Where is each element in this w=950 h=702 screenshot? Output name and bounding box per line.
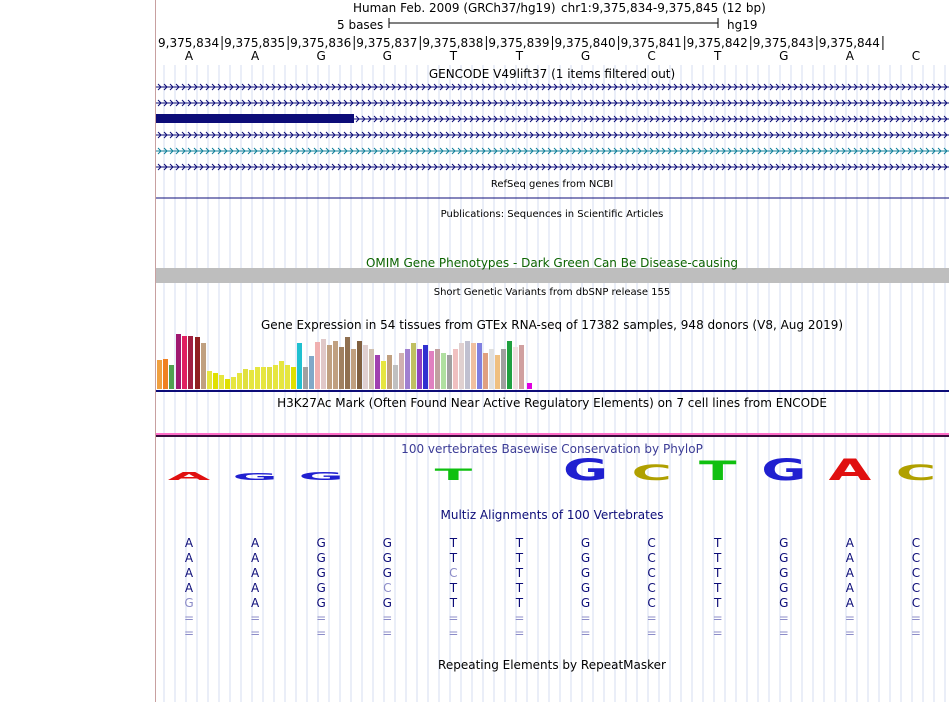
ruler-base: G (779, 49, 789, 63)
gtex-tissue-bar (169, 365, 174, 389)
gtex-tissue-bar (447, 355, 452, 389)
gtex-tissue-bar (255, 367, 260, 389)
gtex-tissue-bar (291, 367, 296, 389)
alignment-base: T (515, 536, 524, 550)
alignment-base: G (382, 551, 392, 565)
ruler-position-label: 9,375,834 (158, 36, 220, 50)
gtex-tissue-bar (201, 343, 206, 389)
gtex-tissue-bar (513, 347, 518, 389)
alignment-base: = (712, 626, 723, 640)
alignment-base: G (580, 566, 591, 580)
ruler-position-label: 9,375,840 (554, 36, 616, 50)
ruler-base: G (580, 49, 591, 63)
gtex-tissue-bar (163, 359, 168, 389)
alignment-base: = (448, 626, 459, 640)
alignment-base: = (514, 611, 525, 625)
alignment-base: = (514, 626, 525, 640)
alignment-base: A (251, 536, 260, 550)
conservation-logo-letter: G (761, 453, 807, 488)
alignment-base: = (184, 611, 195, 625)
gtex-tissue-bar (303, 367, 308, 389)
gtex-tissue-bar (237, 373, 242, 389)
ruler-position-label: 9,375,844 (818, 36, 880, 50)
alignment-base: C (911, 566, 921, 580)
alignment-base: C (911, 581, 921, 595)
alignment-base: G (779, 581, 789, 595)
gtex-tissue-bar (182, 336, 187, 389)
alignment-base: T (515, 596, 524, 610)
alignment-base: T (714, 581, 722, 595)
alignment-base: G (580, 596, 591, 610)
gtex-tissue-bar (417, 349, 422, 389)
ruler-base: C (911, 49, 921, 63)
gtex-tissue-bar (527, 383, 532, 389)
alignment-base: C (911, 536, 921, 550)
gtex-tissue-bar (339, 347, 344, 389)
gtex-tissue-bar (351, 349, 356, 389)
alignment-base: = (382, 626, 393, 640)
alignment-base: T (449, 596, 458, 610)
gtex-tissue-bar (471, 343, 476, 389)
alignment-base: C (647, 566, 656, 580)
alignment-base: T (449, 581, 458, 595)
alignment-base: = (844, 626, 855, 640)
conservation-logo-letter: T (434, 464, 473, 484)
alignment-base: G (316, 551, 326, 565)
alignment-base: T (714, 536, 722, 550)
ruler-base: T (714, 49, 722, 63)
gtex-tissue-bar (435, 349, 440, 389)
alignment-base: A (184, 551, 194, 565)
alignment-base: A (184, 536, 194, 550)
alignment-base: G (580, 581, 591, 595)
alignment-base: G (382, 596, 392, 610)
gtex-tissue-bar (393, 365, 398, 389)
ruler-position-label: 9,375,835 (224, 36, 286, 50)
ruler-position-label: 9,375,842 (686, 36, 748, 50)
alignment-base: = (316, 611, 327, 625)
alignment-base: G (779, 596, 789, 610)
ruler-position-label: 9,375,837 (356, 36, 418, 50)
alignment-base: = (646, 626, 657, 640)
ruler-position-label: 9,375,836 (290, 36, 352, 50)
refseq-track-title[interactable]: RefSeq genes from NCBI (490, 179, 614, 190)
alignment-base: C (647, 581, 656, 595)
gencode-exon-block (156, 114, 354, 123)
conservation-logo-letter: T (698, 455, 737, 487)
gtex-tissue-bar (315, 342, 320, 389)
conservation-logo-letter: A (167, 470, 211, 483)
gtex-tissue-bar (459, 343, 464, 389)
alignment-base: A (251, 551, 260, 565)
alignment-base: C (647, 596, 656, 610)
gtex-tissue-bar (333, 341, 338, 389)
gtex-tissue-bar (327, 345, 332, 389)
ruler-base: A (845, 49, 854, 63)
omim-track-title[interactable]: OMIM Gene Phenotypes - Dark Green Can Be Disease-causing (365, 256, 739, 270)
alignment-base: G (316, 581, 326, 595)
scale-text: 5 bases (337, 18, 384, 32)
gtex-tissue-bar (207, 371, 212, 389)
alignment-base: C (911, 551, 921, 565)
conservation-logo-letter: G (232, 471, 278, 483)
gtex-tissue-bar (441, 353, 446, 389)
h3k27ac-signal (156, 435, 949, 437)
alignment-base: A (845, 536, 854, 550)
gtex-tissue-bar (483, 353, 488, 389)
alignment-base: T (515, 551, 524, 565)
ruler-base: A (251, 49, 260, 63)
repeatmasker-track-title[interactable]: Repeating Elements by RepeatMasker (438, 658, 666, 672)
ruler-position-label: 9,375,839 (488, 36, 550, 50)
gtex-tissue-bar (279, 361, 284, 389)
gtex-tissue-bar (261, 367, 266, 389)
alignment-base: = (184, 626, 195, 640)
conservation-logo-letter: C (895, 460, 937, 486)
alignment-base: = (316, 626, 327, 640)
alignment-base: G (580, 536, 591, 550)
gtex-tissue-bar (507, 341, 512, 389)
ruler-base: A (184, 49, 194, 63)
publications-track-title[interactable]: Publications: Sequences in Scientific Articles (440, 209, 664, 220)
alignment-base: A (251, 581, 260, 595)
alignment-base: = (712, 611, 723, 625)
gtex-tissue-bar (297, 343, 302, 389)
alignment-base: A (845, 551, 854, 565)
gtex-tissue-bar (285, 365, 290, 389)
omim-bar (156, 268, 949, 283)
alignment-base: = (910, 611, 921, 625)
alignment-base: T (449, 536, 458, 550)
alignment-base: G (779, 566, 789, 580)
gtex-track-title[interactable]: Gene Expression in 54 tissues from GTEx RNA-seq of 17382 samples, 948 donors (V8, Aug 2019) (260, 318, 844, 332)
alignment-base: G (316, 596, 326, 610)
alignment-base: = (382, 611, 393, 625)
gencode-track-title[interactable]: GENCODE V49lift37 (1 items filtered out) (428, 67, 676, 81)
ruler-base: G (316, 49, 326, 63)
alignment-base: = (646, 611, 657, 625)
alignment-base: = (448, 611, 459, 625)
gtex-tissue-bar (243, 369, 248, 389)
alignment-base: A (845, 566, 854, 580)
alignment-base: T (515, 581, 524, 595)
alignment-base: C (647, 536, 656, 550)
gtex-tissue-bar (249, 370, 254, 389)
ruler-position-label: 9,375,841 (620, 36, 682, 50)
gtex-tissue-bar (495, 355, 500, 389)
gtex-tissue-bar (213, 373, 218, 389)
ruler-base: T (449, 49, 458, 63)
dbsnp-track-title[interactable]: Short Genetic Variants from dbSNP release 155 (433, 287, 671, 298)
ruler-base: G (382, 49, 392, 63)
gtex-tissue-bar (231, 377, 236, 389)
alignment-base: T (714, 566, 722, 580)
gtex-tissue-bar (309, 356, 314, 389)
gtex-tissue-bar (381, 361, 386, 389)
gtex-tissue-bar (423, 345, 428, 389)
alignment-base: T (714, 551, 722, 565)
alignment-base: = (910, 626, 921, 640)
alignment-base: G (184, 596, 194, 610)
alignment-base: G (382, 536, 392, 550)
gtex-tissue-bar (477, 343, 482, 389)
alignment-base: T (515, 566, 524, 580)
alignment-base: = (250, 611, 261, 625)
alignment-base: A (845, 581, 854, 595)
alignment-base: = (778, 626, 789, 640)
alignment-base: G (382, 566, 392, 580)
gtex-tissue-bar (387, 355, 392, 389)
gtex-tissue-bar (489, 349, 494, 389)
ruler-position-label: 9,375,843 (752, 36, 814, 50)
gtex-tissue-bar (399, 353, 404, 389)
conservation-logo-letter: A (828, 453, 872, 488)
gtex-tissue-bar (369, 349, 374, 389)
gtex-tissue-bar (157, 360, 162, 389)
alignment-base: = (580, 611, 591, 625)
alignment-base: = (250, 626, 261, 640)
alignment-base: A (184, 581, 194, 595)
ruler-base: C (647, 49, 656, 63)
alignment-base: A (845, 596, 854, 610)
gtex-tissue-bar (519, 345, 524, 389)
gtex-tissue-bar (465, 341, 470, 389)
alignment-base: A (184, 566, 194, 580)
alignment-base: T (449, 551, 458, 565)
gtex-tissue-bar (429, 351, 434, 389)
alignment-base: C (647, 551, 656, 565)
gtex-tissue-bar (219, 375, 224, 389)
gtex-tissue-bar (195, 337, 200, 389)
gtex-tissue-bar (225, 379, 230, 389)
alignment-base: G (316, 536, 326, 550)
assembly-title: Human Feb. 2009 (GRCh37/hg19) (353, 1, 556, 15)
gtex-tissue-bar (453, 349, 458, 389)
conservation-track-title[interactable]: 100 vertebrates Basewise Conservation by PhyloP (401, 442, 703, 456)
alignment-base: G (316, 566, 326, 580)
gtex-tissue-bar (267, 367, 272, 389)
gtex-tissue-bar (188, 336, 193, 389)
alignment-base: C (449, 566, 458, 580)
gtex-tissue-bar (321, 339, 326, 389)
h3k27ac-track-title[interactable]: H3K27Ac Mark (Often Found Near Active Regulatory Elements) on 7 cell lines from ENCODE (277, 396, 827, 410)
gtex-tissue-bar (345, 337, 350, 389)
alignment-base: G (779, 536, 789, 550)
position-text: chr1:9,375,834-9,375,845 (12 bp) (561, 1, 766, 15)
gtex-tissue-bar (357, 341, 362, 389)
ruler-position-label: 9,375,838 (422, 36, 484, 50)
alignment-base: G (779, 551, 789, 565)
alignment-base: G (580, 551, 591, 565)
conservation-logo-letter: G (562, 453, 609, 488)
h3k27ac-signal (156, 433, 949, 435)
alignment-base: = (778, 611, 789, 625)
multiz-track-title[interactable]: Multiz Alignments of 100 Vertebrates (440, 508, 664, 522)
alignment-base: = (844, 611, 855, 625)
gtex-tissue-bar (405, 349, 410, 389)
alignment-base: A (251, 566, 260, 580)
gtex-tissue-bar (501, 349, 506, 389)
conservation-logo-letter: C (631, 460, 672, 486)
gtex-tissue-bar (363, 345, 368, 389)
alignment-base: C (911, 596, 921, 610)
alignment-base: T (714, 596, 722, 610)
gtex-tissue-bar (273, 365, 278, 389)
gtex-tissue-bar (176, 334, 181, 389)
conservation-logo-letter: G (298, 470, 344, 483)
alignment-base: C (383, 581, 392, 595)
ruler-base: T (515, 49, 524, 63)
alignment-base: A (251, 596, 260, 610)
gtex-tissue-bar (375, 355, 380, 389)
gtex-tissue-bar (411, 343, 416, 389)
alignment-base: = (580, 626, 591, 640)
db-label: hg19 (727, 18, 758, 32)
